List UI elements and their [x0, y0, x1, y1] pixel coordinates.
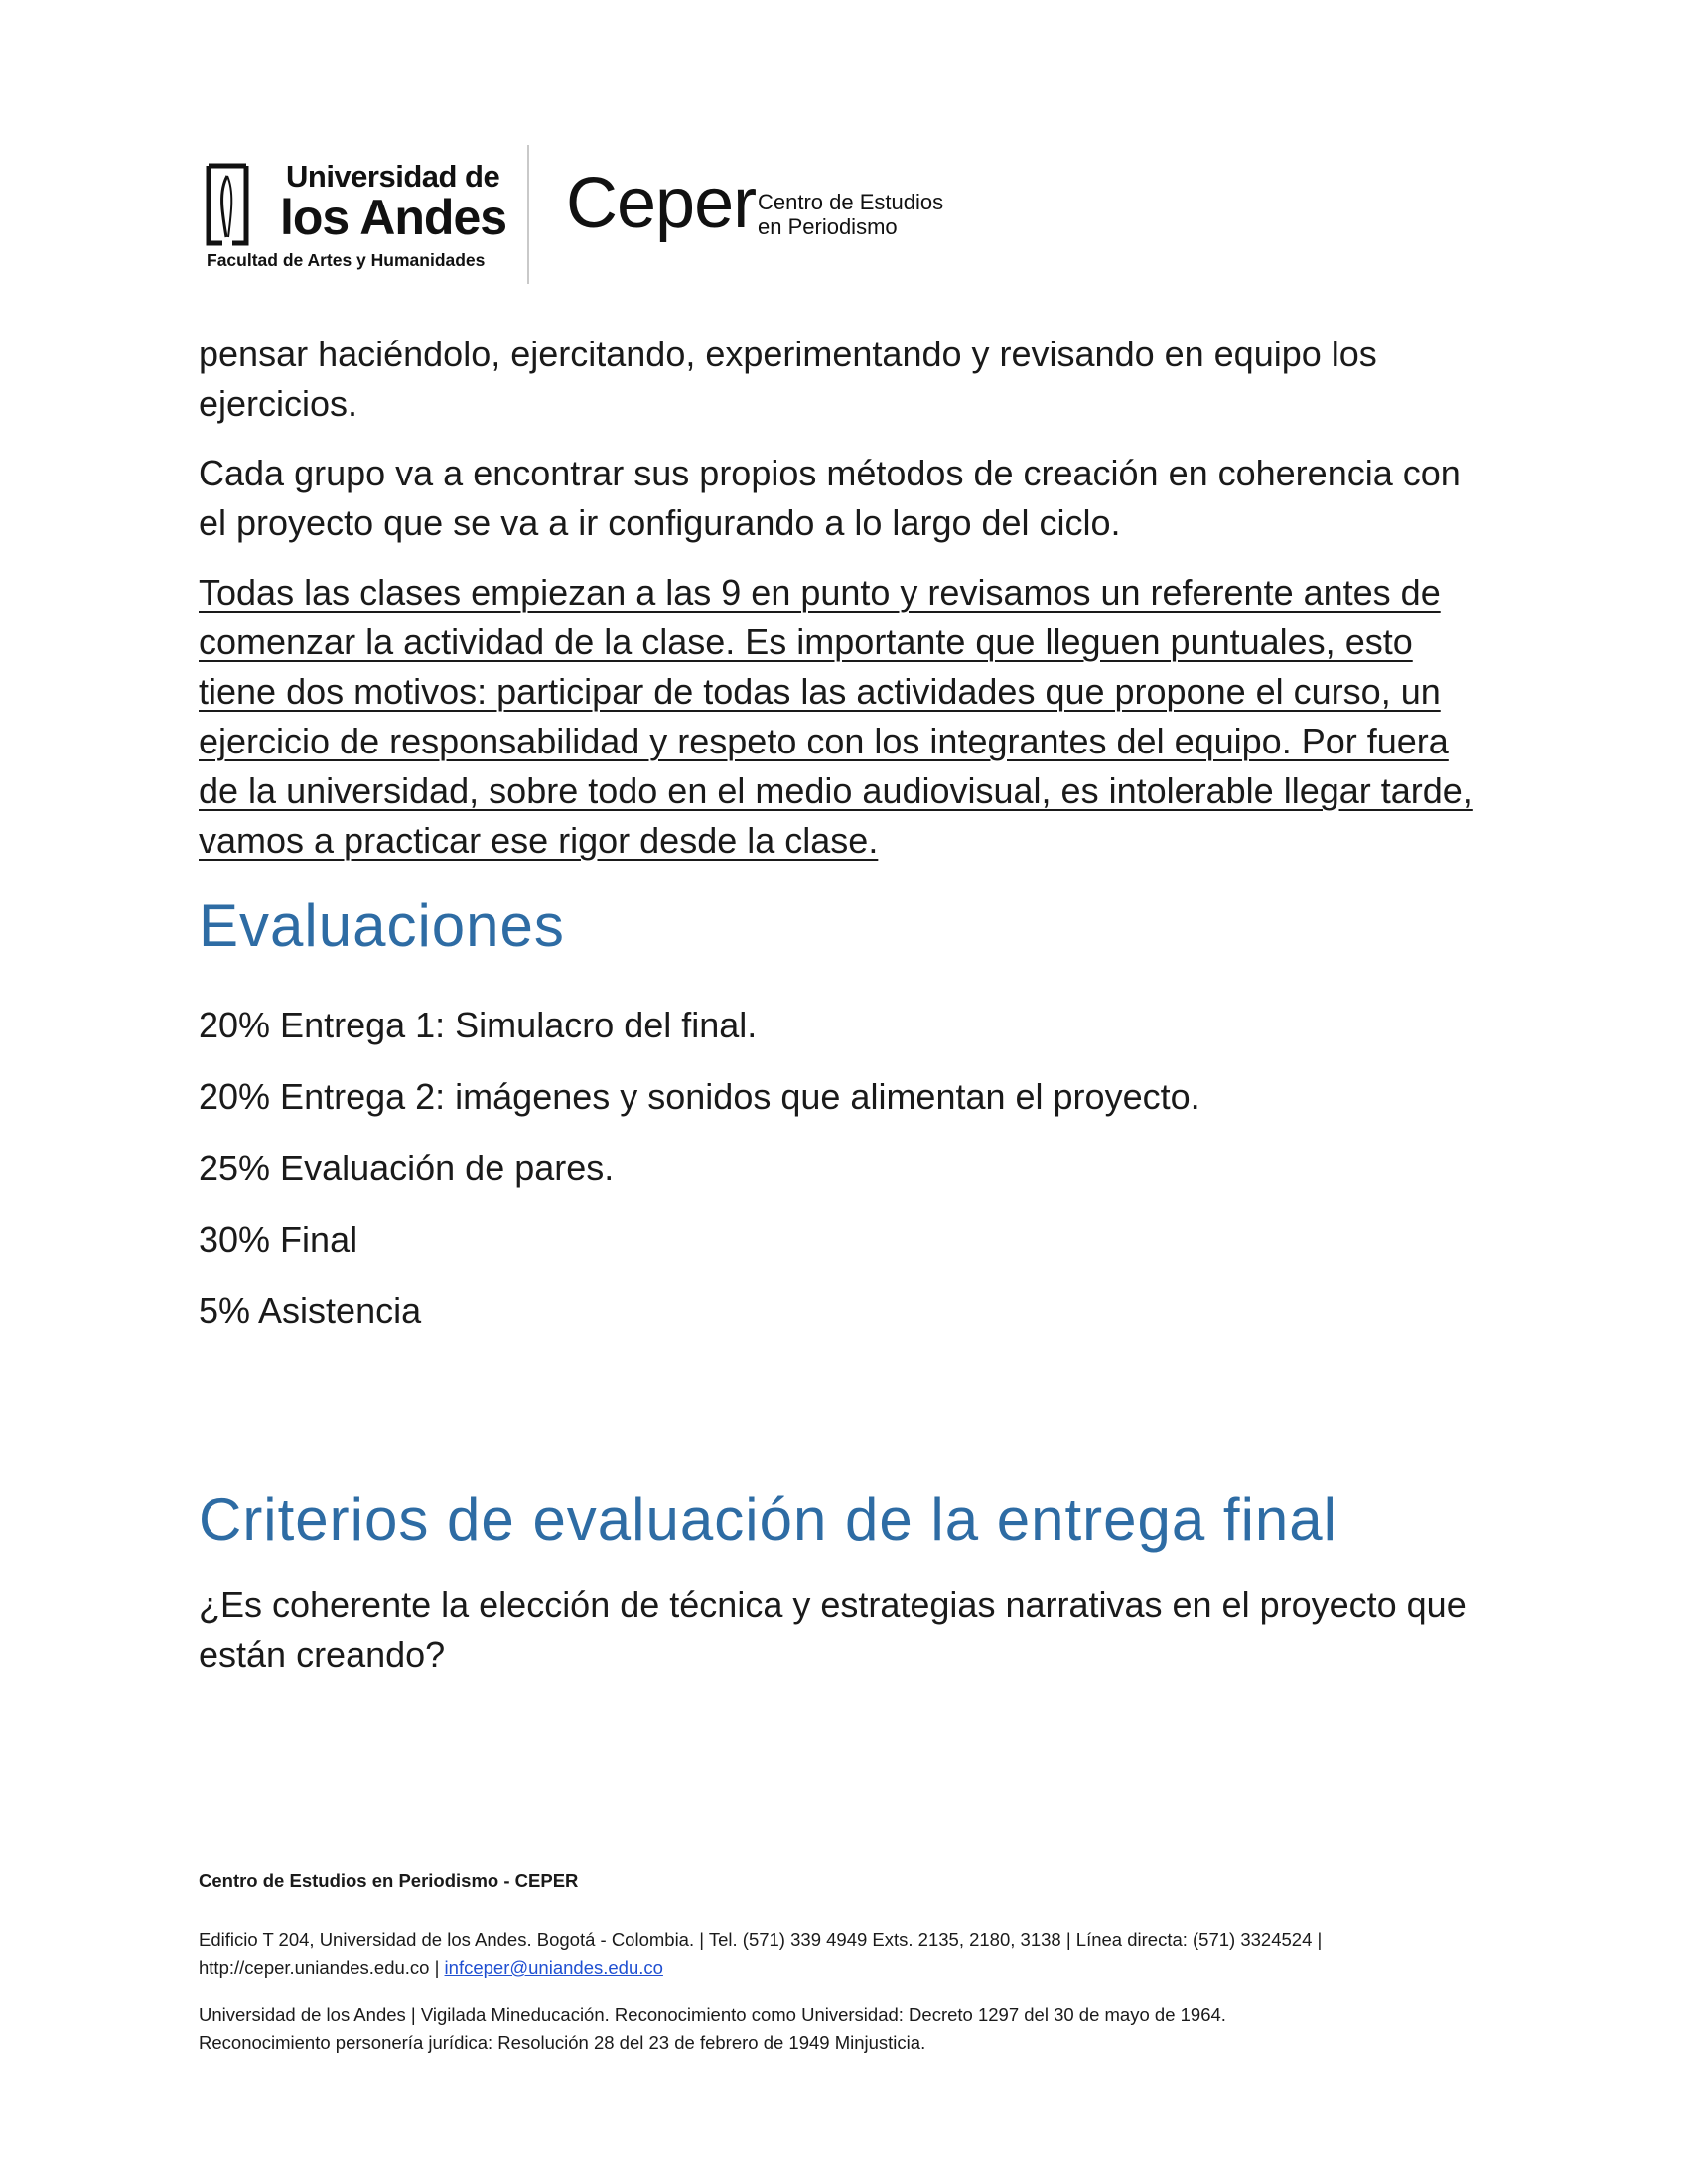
- university-name-line2: los Andes: [280, 190, 507, 245]
- footer-contact: [199, 1926, 1489, 1981]
- footer-legal: [199, 2001, 1489, 2057]
- body-paragraph: pensar haciéndolo, ejercitando, experimentando y revisando en equipo los ejercicios.: [199, 334, 1377, 424]
- list-item: 25% Evaluación de pares.: [199, 1148, 615, 1188]
- footer-legal-line1: Universidad de los Andes | Vigilada Mineducación. Reconocimiento como Universidad: Decreto 1297 del 30 de mayo de 1964.: [199, 2004, 1226, 2025]
- footer-address: Edificio T 204, Universidad de los Andes. Bogotá - Colombia. | Tel. (571) 339 4949 Exts. 2135, 2180, 3138 | Línea directa: (571) 3324524 |: [199, 1929, 1323, 1950]
- footer-title: Centro de Estudios en Periodismo - CEPER: [199, 1870, 579, 1891]
- ceper-subtitle: [758, 190, 943, 239]
- list-item: 30% Final: [199, 1219, 358, 1260]
- footer-website[interactable]: http://ceper.uniandes.edu.co: [199, 1957, 430, 1978]
- criterios-heading: Criterios de evaluación de la entrega final: [199, 1486, 1337, 1553]
- body-paragraph: Cada grupo va a encontrar sus propios métodos de creación en coherencia con el proyecto que se va a ir configurando a lo largo del ciclo.: [199, 453, 1461, 543]
- uniandes-emblem-icon: [205, 162, 250, 247]
- evaluaciones-list: [199, 1001, 1489, 1336]
- page-footer: [199, 1870, 1489, 2077]
- list-item: 20% Entrega 2: imágenes y sonidos que alimentan el proyecto.: [199, 1076, 1200, 1117]
- criterios-question: ¿Es coherente la elección de técnica y estrategias narrativas en el proyecto que están creando?: [199, 1584, 1467, 1675]
- ceper-logo: [566, 164, 963, 263]
- university-name-line1: Universidad de: [286, 159, 500, 194]
- page-content: [199, 330, 1489, 1700]
- faculty-name: Facultad de Artes y Humanidades: [207, 250, 486, 270]
- list-item: 5% Asistencia: [199, 1291, 422, 1331]
- ceper-subtitle-line2: en Periodismo: [758, 214, 898, 239]
- universidad-de-los-andes-logo: [205, 159, 507, 278]
- header-divider: [527, 145, 529, 284]
- footer-separator: |: [434, 1957, 440, 1978]
- ceper-subtitle-line1: Centro de Estudios: [758, 190, 944, 214]
- list-item: 20% Entrega 1: Simulacro del final.: [199, 1005, 758, 1045]
- page-header: [0, 0, 1688, 298]
- footer-email-link[interactable]: infceper@uniandes.edu.co: [444, 1957, 663, 1978]
- footer-legal-line2: Reconocimiento personería jurídica: Resolución 28 del 23 de febrero de 1949 Minjusticia.: [199, 2032, 926, 2053]
- punctuality-paragraph: Todas las clases empiezan a las 9 en punto y revisamos un referente antes de comenzar la actividad de la clase. Es importante que lleguen puntuales, esto tiene dos motivos: participar de todas las actividades que propone el curso, un ejercicio de responsabilidad y respeto con los integrantes del equipo. Por fuera de la universidad, sobre todo en el medio audiovisual, es intolerable llegar tarde, vamos a practicar ese rigor desde la clase.: [199, 572, 1473, 861]
- ceper-wordmark: Ceper: [566, 164, 757, 243]
- evaluaciones-heading: Evaluaciones: [199, 892, 565, 959]
